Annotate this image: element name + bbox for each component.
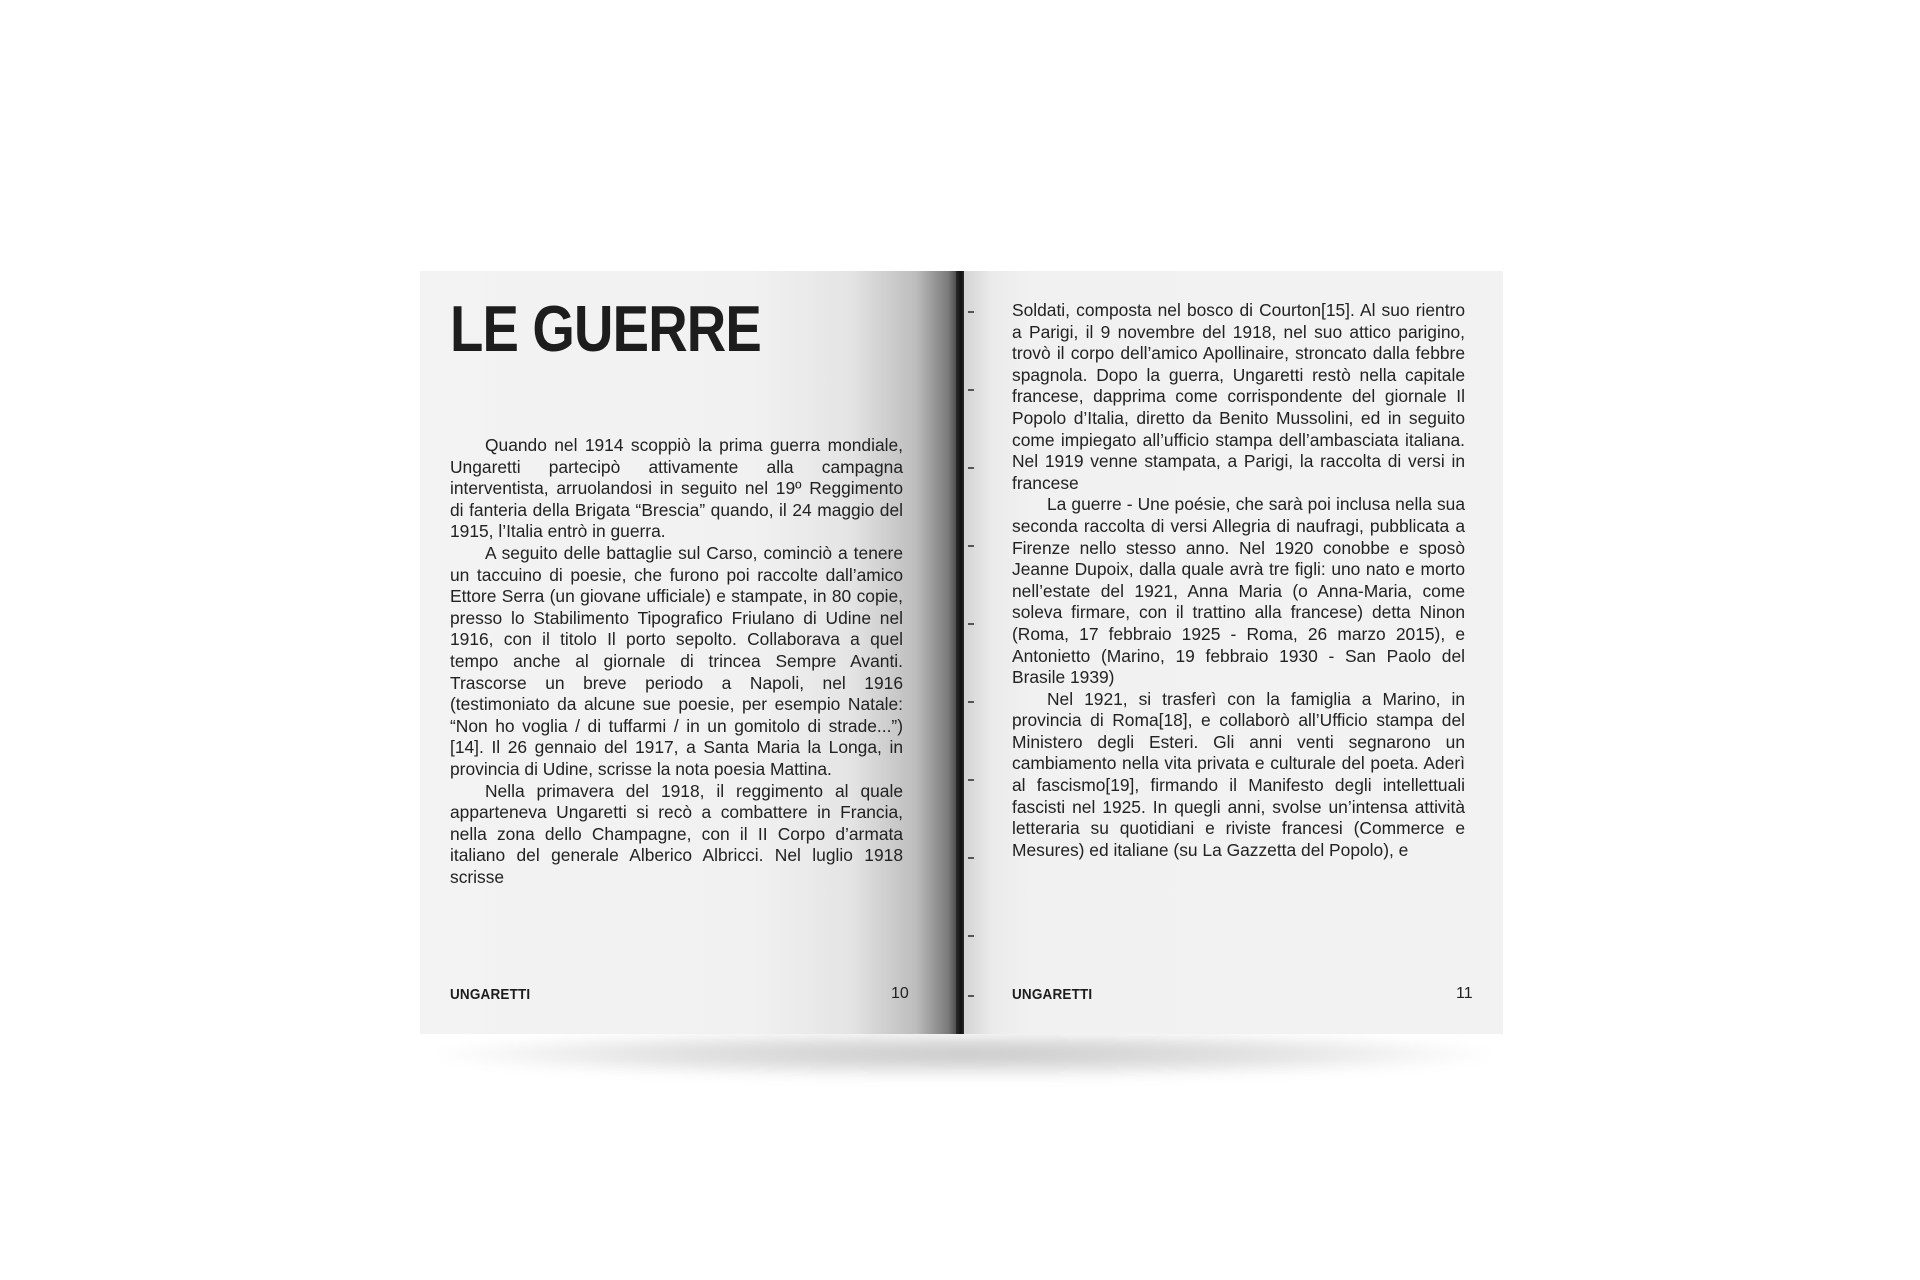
open-book-spread (420, 271, 1503, 1034)
running-footer-left: UNGARETTI (450, 986, 531, 1003)
running-footer-right: UNGARETTI (1012, 986, 1093, 1003)
paragraph: Nella primavera del 1918, il reggimento al quale apparteneva Ungaretti si recò a combattere in Francia, nella zona dello Champagne, con il II Corpo d’armata italiano del generale Alberico Albricci. Nel luglio 1918 scrisse (450, 780, 903, 887)
paragraph: Soldati, composta nel bosco di Courton[15]. Al suo rientro a Parigi, il 9 novembre del 1918, nel suo attico parigino, trovò il corpo dell’amico Apollinaire, stroncato dalla febbre spagnola. Dopo la guerra, Ungaretti restò nella capitale francese, dapprima come corrispondente del giornale Il Popolo d’Italia, diretto da Benito Mussolini, ed in seguito come impiegato all’ufficio stampa dell’ambasciata italiana. Nel 1919 venne stampata, a Parigi, la raccolta di versi in francese (1012, 300, 1465, 493)
right-page (964, 271, 1503, 1034)
paragraph: Nel 1921, si trasferì con la famiglia a Marino, in provincia di Roma[18], e collaborò all’Ufficio stampa del Ministero degli Esteri. Gli anni venti segnarono un cambiamento nella vita privata e culturale del poeta. Aderì al fascismo[19], firmando il Manifesto degli intellettuali fascisti nel 1925. In quegli anni, svolse un’intensa attività letteraria su quotidiani e riviste francesi (Commerce e Mesures) ed italiane (su La Gazzetta del Popolo), e (1012, 688, 1465, 860)
paragraph: La guerre - Une poésie, che sarà poi inclusa nella sua seconda raccolta di versi Allegria di naufragi, pubblicata a Firenze nello stesso anno. Nel 1920 conobbe e sposò Jeanne Dupoix, dalla quale avrà tre figli: uno nato e morto nell’estate del 1921, Anna Maria (o Anna-Maria, come soleva firmare, con il trattino alla francese) detta Ninon (Roma, 17 febbraio 1925 - Roma, 26 marzo 2015), e Antonietto (Marino, 19 febbraio 1930 - San Paolo del Brasile 1939) (1012, 494, 1465, 688)
page-number-right: 11 (1456, 985, 1473, 1002)
left-page (420, 271, 959, 1034)
paragraph: A seguito delle battaglie sul Carso, cominciò a tenere un taccuino di poesie, che furono poi raccolte dall’amico Ettore Serra (un giovane ufficiale) e stampate, in 80 copie, presso lo Stabilimento Tipografico Friulano di Udine nel 1916, con il titolo Il porto sepolto. Collaborava a quel tempo anche al giornale di trincea Sempre Avanti. Trascorse un breve periodo a Napoli, nel 1916 (testimoniato da alcune sue poesie, per esempio Natale: “Non ho voglia / di tuffarmi / in un gomitolo di strade...”) [14]. Il 26 gennaio del 1917, a Santa Maria la Longa, in provincia di Udine, scrisse la nota poesia Mattina. (450, 542, 903, 779)
left-page-body (450, 435, 903, 888)
binding-stitch-mark (968, 995, 974, 997)
binding-stitch-mark (968, 545, 974, 547)
right-page-body (1012, 300, 1465, 861)
binding-stitch-mark (968, 467, 974, 469)
paragraph: Quando nel 1914 scoppiò la prima guerra mondiale, Ungaretti partecipò attivamente alla campagna interventista, arruolandosi in seguito nel 19º Reggimento di fanteria della Brigata “Brescia” quando, il 24 maggio del 1915, l’Italia entrò in guerra. (450, 435, 903, 542)
book-shadow (434, 1030, 1494, 1078)
binding-stitch-mark (968, 701, 974, 703)
binding-stitch-mark (968, 623, 974, 625)
chapter-title: LE GUERRE (450, 292, 761, 365)
binding-stitch-mark (968, 311, 974, 313)
page-number-left: 10 (891, 985, 909, 1002)
binding-stitch-mark (968, 935, 974, 937)
binding-stitch-mark (968, 779, 974, 781)
binding-stitch-mark (968, 389, 974, 391)
binding-stitch-mark (968, 857, 974, 859)
